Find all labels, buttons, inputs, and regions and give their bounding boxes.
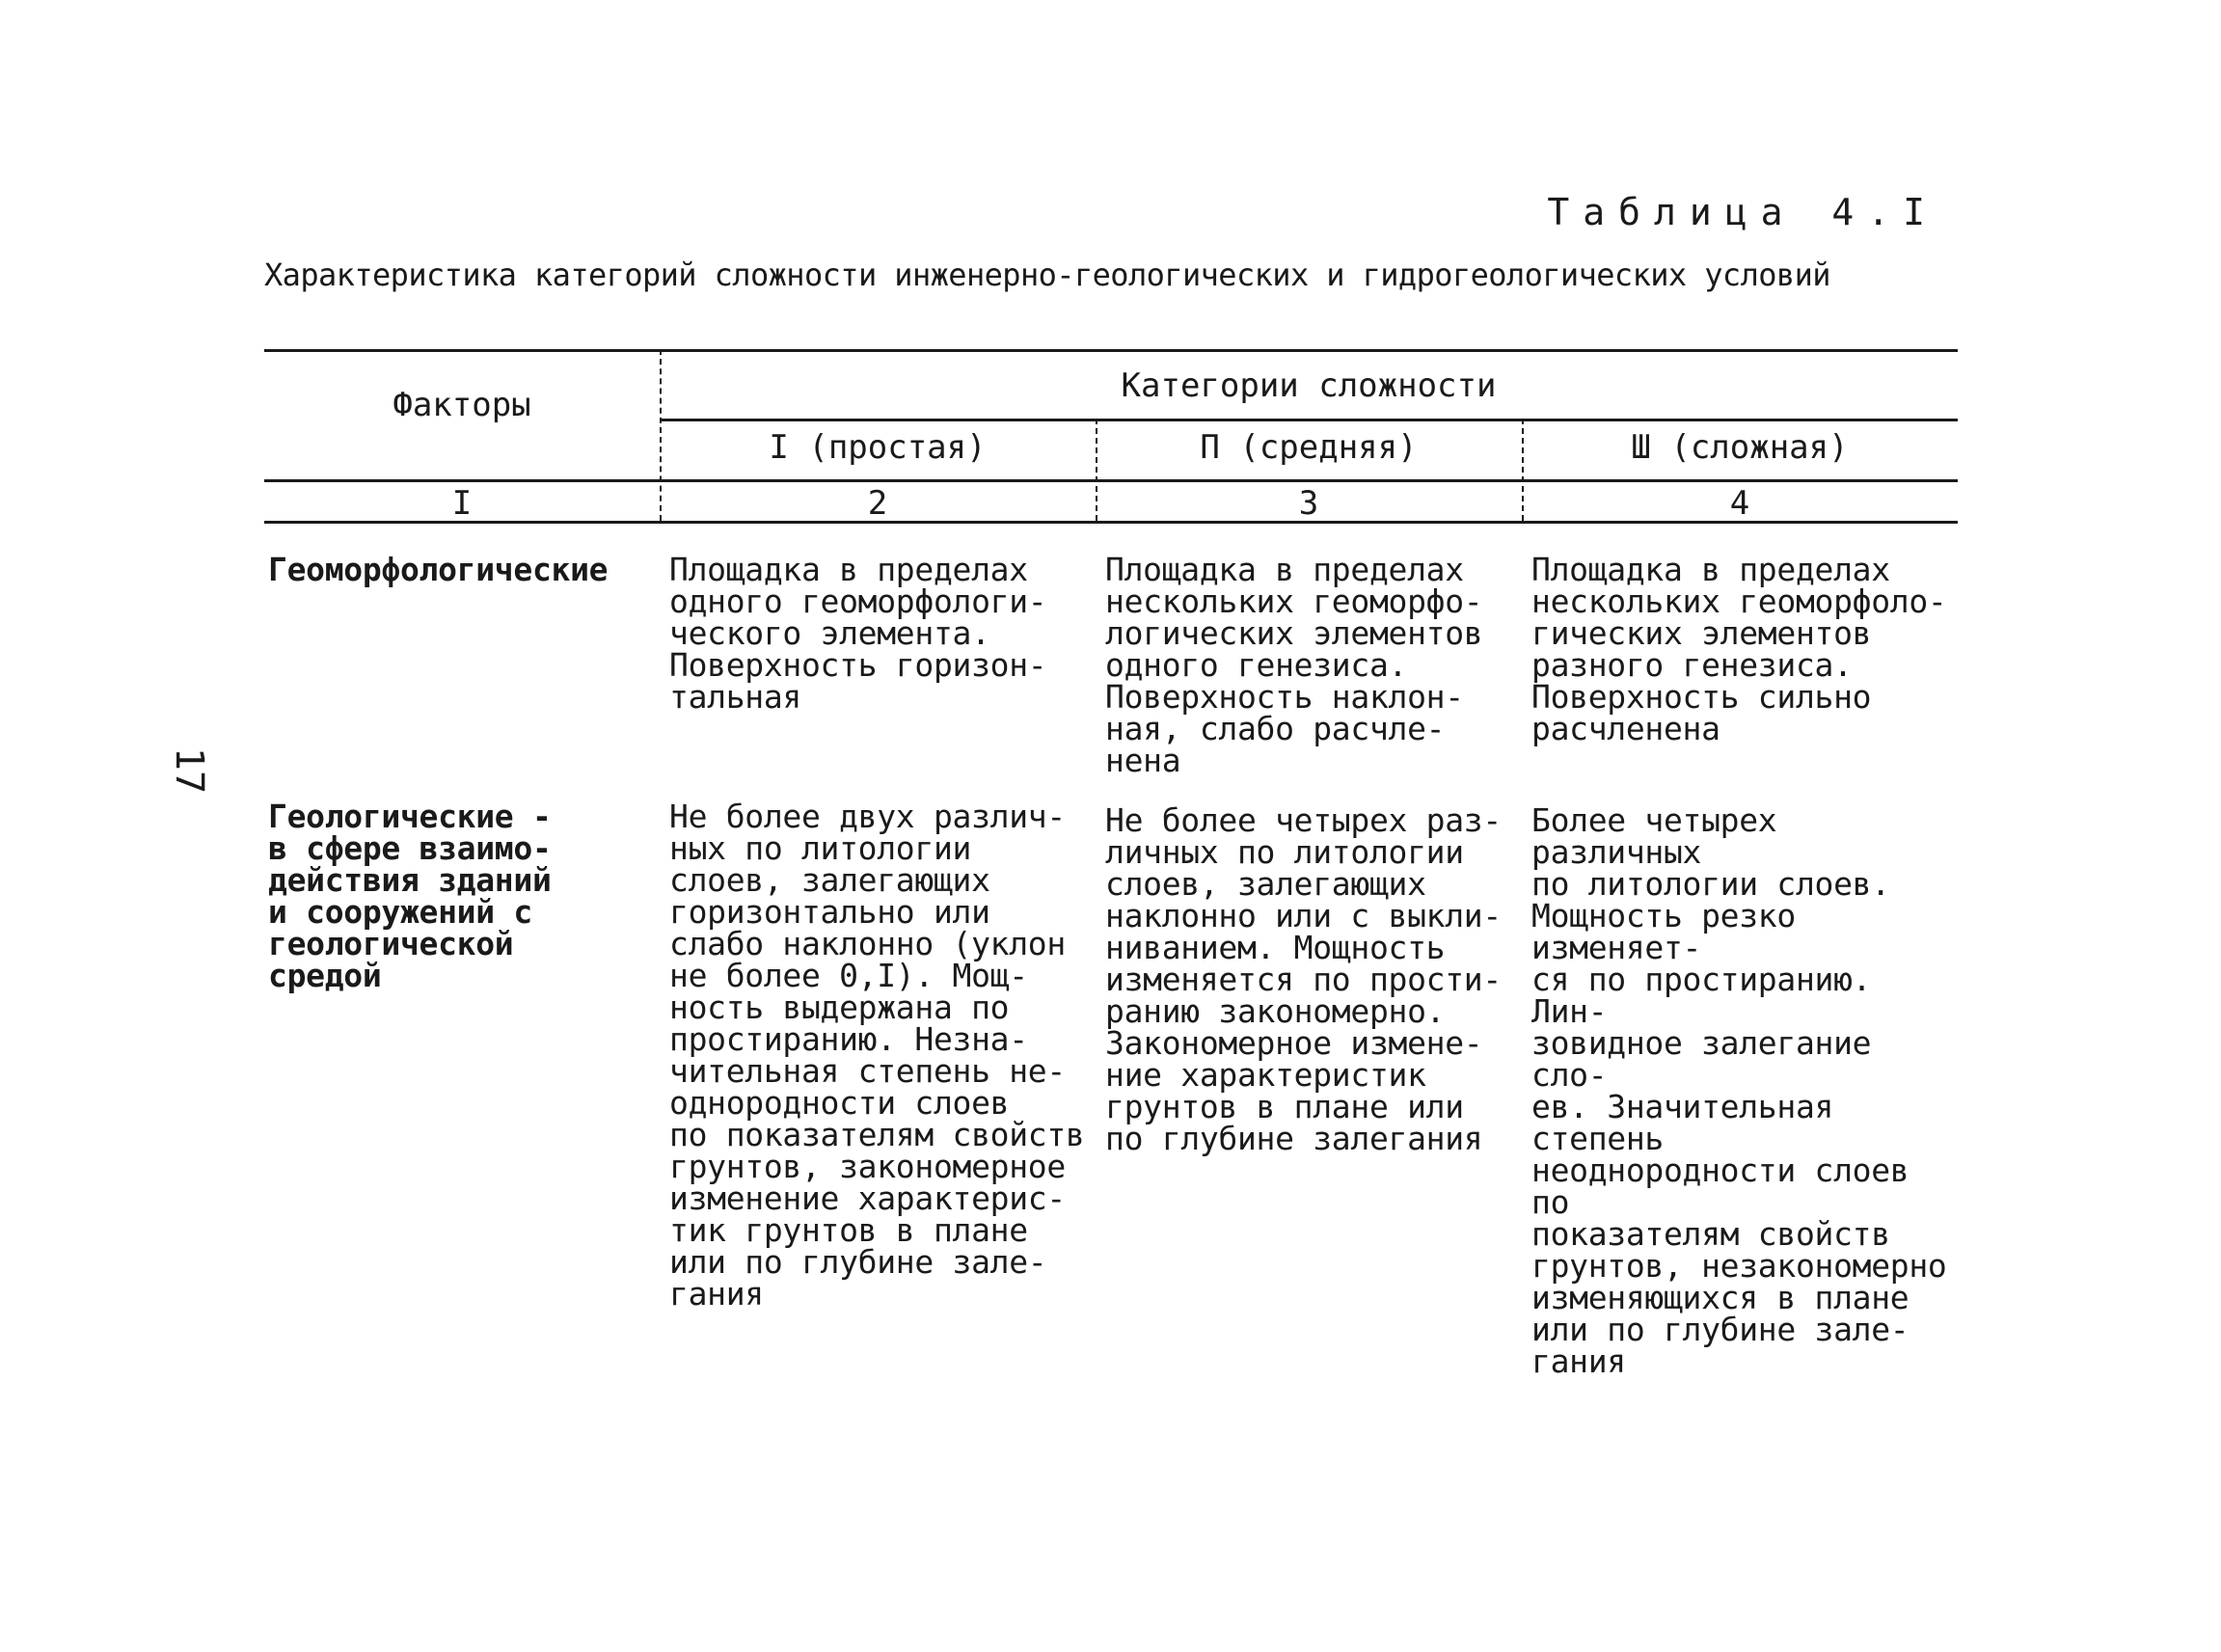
row-cell: Площадка в пределах нескольких геоморфо- логических элементов одного генезиса. Поверхность наклон- ная, слабо расчле- нена — [1105, 551, 1483, 779]
column-number: 2 — [867, 484, 888, 523]
row-cell: Площадка в пределах одного геоморфологи- ческого элемента. Поверхность горизон- тальная — [669, 551, 1047, 716]
table-top-rule — [264, 349, 1958, 352]
header-category-medium: П (средняя) — [1200, 428, 1418, 467]
row-cell: Не более четырех раз- личных по литологии слоев, залегающих наклонно или с выкли- ниванием. Мощность изменяется по прости- ранию закономерно. Закономерное измене- ние характеристик грунтов в плане или по глубине залегания — [1105, 801, 1502, 1157]
column-number: 3 — [1298, 484, 1319, 523]
categories-rule — [660, 419, 1958, 421]
row-cell: Не более двух различ- ных по литологии слоев, залегающих горизонтально или слабо наклонно (уклон не более 0,I). Мощ- ность выдержана по простиранию. Незна- чительная степень не- однородности слоев по показателям свойств грунтов, закономерное изменение характерис- тик грунтов в плане или по глубине зале- гания — [669, 798, 1085, 1313]
table-title: Характеристика категорий сложности инженерно-геологических и гидрогеологических условий — [264, 257, 1830, 293]
header-rule — [264, 479, 1958, 482]
table-label: Таблица 4.I — [1547, 191, 1938, 233]
column-number: I — [451, 484, 473, 523]
row-factor: Геоморфологические — [268, 551, 609, 588]
row-cell: Площадка в пределах нескольких геоморфоло- гических элементов разного генезиса. Поверхность сильно расчленена — [1531, 551, 1947, 747]
row-cell: Более четырех различных по литологии слоев. Мощность резко изменяет- ся по простиранию. Лин- зовидное залегание сло- ев. Значительная степень неоднородности слоев по показателям свойств грунтов, незакономерно изменяющихся в плане или по глубине зале- гания — [1531, 801, 1947, 1380]
page-number: 17 — [167, 746, 212, 795]
header-category-complex: Ш (сложная) — [1631, 428, 1849, 467]
header-category-simple: I (простая) — [769, 428, 987, 467]
column-number: 4 — [1729, 484, 1750, 523]
header-categories: Категории сложности — [1121, 366, 1497, 405]
row-factor: Геологические - в сфере взаимо- действия зданий и сооружений с геологической средой — [268, 798, 552, 994]
header-factors: Факторы — [393, 386, 531, 424]
